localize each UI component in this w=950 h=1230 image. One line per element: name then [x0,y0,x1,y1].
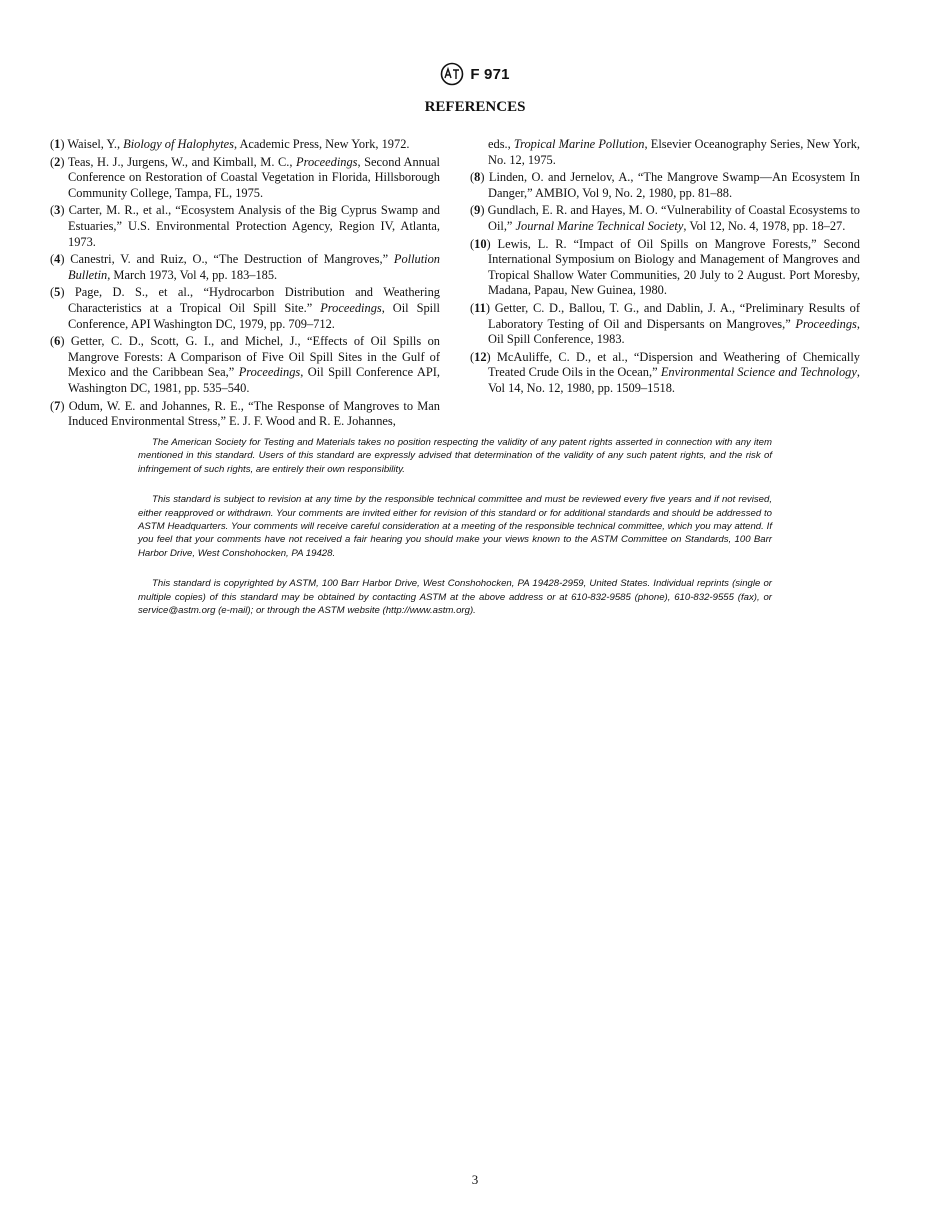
reference-item [50,252,440,283]
reference-item [50,203,440,250]
reference-text: Getter, C. D., Scott, G. I., and Michel, J., “Effects of Oil Spills on Mangrove Forests: A Comparison of Five Oil Spill Sites in the Gulf of Mexico and the Caribbean Sea,” [64,334,440,380]
reference-text-rest: , Academic Press, New York, 1972. [233,137,410,151]
reference-item [470,350,860,397]
reference-item [470,170,860,201]
reference-number: (2) [50,154,65,169]
notice-paragraph: This standard is subject to revision at any time by the responsible technical committee and must be reviewed every five years and if not revised, either reapproved or withdrawn. Your comments are invited either for revision of this standard or for additional standards and should be addressed to ASTM Headquarters. Your comments will receive careful consideration at a meeting of the responsible technical committee, which you may attend. If you feel that your comments have not received a fair hearing you should make your views known to the ASTM Committee on Standards, 100 Barr Harbor Drive, West Conshohocken, PA 19428. [138,494,772,559]
reference-title: Proceedings [795,316,857,331]
reference-text: McAuliffe, C. D., et al., “Dispersion and Weathering of Chemically Treated Crude Oils in the Ocean,” [488,349,860,380]
reference-number: (7) [50,398,65,413]
reference-number: (5) [50,285,65,300]
reference-number: (11) [470,300,490,315]
reference-title: Proceedings [238,365,301,380]
reference-number-value: 2 [54,154,61,169]
reference-number-value: 10 [474,236,487,251]
references-list [50,137,860,432]
reference-title: Proceedings [296,154,358,169]
reference-7-continuation [470,137,860,168]
reference-number-value: 9 [474,203,481,218]
reference-number-value: 12 [474,349,487,364]
reference-text: Getter, C. D., Ballou, T. G., and Dablin, J. A., “Preliminary Results of Laboratory Testing of Oil and Dispersants on Mangroves,” [488,300,860,331]
page-number: 3 [471,1172,479,1187]
reference-text-rest: , Oil Spill Conference, API Washington DC, 1979, pp. 709–712. [68,300,440,331]
reference-text-rest: , Vol 14, No. 12, 1980, pp. 1509–1518. [488,365,860,395]
reference-title: Biology of Halophytes [123,137,234,151]
reference-title: Pollution Bulletin [68,252,440,282]
reference-item [50,399,440,430]
reference-text: Canestri, V. and Ruiz, O., “The Destruction of Mangroves,” [64,252,394,267]
reference-item [470,203,860,234]
reference-number-value: 7 [54,398,61,413]
reference-text: Teas, H. J., Jurgens, W., and Kimball, M. C., [64,154,297,169]
reference-7-continuation-title: Tropical Marine Pollution [513,137,645,151]
notice-paragraph: This standard is copyrighted by ASTM, 100 Barr Harbor Drive, West Conshohocken, PA 19428-2959, United States. Individual reprints (single or multiple copies) of this standard may be obtained by contacting ASTM at the above address or at 610-832-9585 (phone), 610-832-9555 (fax), or service@astm.org (e-mail); or through the ASTM website (http://www.astm.org). [138,578,772,617]
reference-item [50,155,440,202]
reference-number: (3) [50,203,65,218]
references-heading: REFERENCES [424,99,526,115]
reference-number: (12) [470,349,491,364]
reference-item [470,237,860,299]
references-column-right [470,137,860,432]
reference-number-value: 6 [54,334,61,349]
reference-number: (9) [470,203,485,218]
reference-item [470,301,860,348]
reference-item [50,334,440,396]
reference-number: (4) [50,252,65,267]
page-header [0,62,950,91]
astm-logo-icon [440,62,464,86]
notice-paragraph: The American Society for Testing and Materials takes no position respecting the validity of any patent rights asserted in connection with any item mentioned in this standard. Users of this standard are expressly advised that determination of the validity of any such patent rights, and the risk of infringement of such rights, are entirely their own responsibility. [138,437,772,475]
reference-number-value: 1 [54,137,61,151]
reference-text: Waisel, Y., [64,137,124,151]
reference-text: Odum, W. E. and Johannes, R. E., “The Response of Mangroves to Man Induced Environmental Stress,” E. J. F. Wood and R. E. Johannes, [64,398,440,429]
reference-number: (8) [470,170,485,185]
reference-text: Carter, M. R., et al., “Ecosystem Analysis of the Big Cyprus Swamp and Estuaries,” U.S. Environmental Protection Agency, Region IV, Atlanta, 1973. [64,203,440,249]
reference-number-value: 5 [54,285,61,300]
reference-number: (10) [470,236,491,251]
reference-title: Environmental Science and Technology [660,365,857,380]
reference-item [50,137,440,153]
reference-7-continuation-text: eds., [488,137,514,151]
reference-text-rest: , Oil Spill Conference, 1983. [488,316,860,347]
reference-number-value: 4 [54,252,61,267]
reference-text: Lewis, L. R. “Impact of Oil Spills on Mangrove Forests,” Second International Symposium on Biology and Management of Mangroves and Tropical Shallow Water Communities, 20 July to 2 August. Port Moresby, Madana, Papau, New Guinea, 1980. [488,236,860,298]
reference-item [50,285,440,332]
reference-7-continuation-rest: , Elsevier Oceanography Series, New York, No. 12, 1975. [488,137,861,167]
reference-number-value: 3 [54,203,61,218]
reference-text: Linden, O. and Jernelov, A., “The Mangrove Swamp—An Ecosystem In Danger,” AMBIO, Vol 9, No. 2, 1980, pp. 81–88. [484,170,860,200]
standard-designation: F 971 [470,65,510,83]
reference-text-rest: , Oil Spill Conference API, Washington DC, 1981, pp. 535–540. [68,365,440,395]
reference-text-rest: , Vol 12, No. 4, 1978, pp. 18–27. [683,218,846,233]
references-column-left [50,137,440,432]
reference-text: Page, D. S., et al., “Hydrocarbon Distribution and Weathering Characteristics at a Tropical Oil Spill Site.” [64,285,440,315]
reference-title: Proceedings [320,300,382,315]
reference-text: Gundlach, E. R. and Hayes, M. O. “Vulnerability of Coastal Ecosystems to Oil,” [484,203,860,233]
reference-number-value: 11 [474,300,486,315]
reference-number-value: 8 [474,170,481,185]
header-designation-group [440,62,509,86]
legal-notices [138,436,772,634]
reference-title: Journal Marine Technical Society [515,218,684,233]
reference-text-rest: , Second Annual Conference on Restoration of Coastal Vegetation in Florida, Hillsborough Community College, Tampa, FL, 1975. [68,154,440,200]
reference-number: (6) [50,334,65,349]
reference-text-rest: , March 1973, Vol 4, pp. 183–185. [107,267,278,282]
reference-number: (1) [50,137,65,151]
